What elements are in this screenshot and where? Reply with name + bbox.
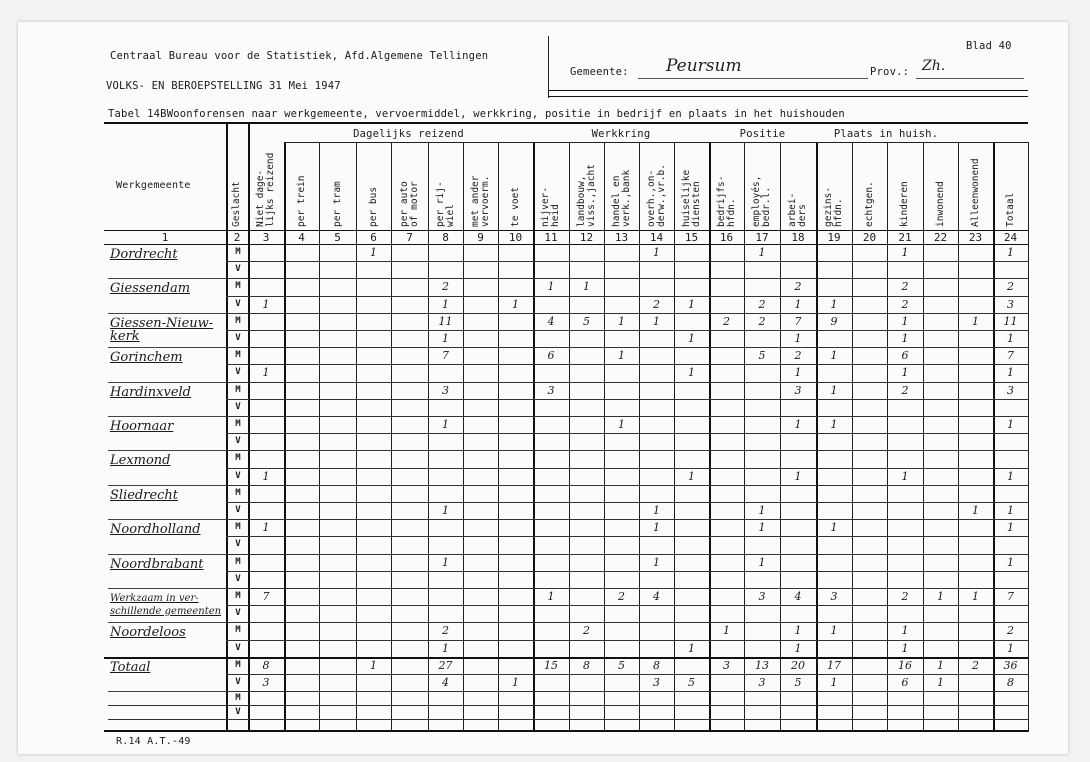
cell-value: 1 (794, 641, 802, 655)
cell-value: 3 (723, 658, 730, 672)
col-number-6: 6 (370, 231, 377, 244)
cell-value: 1 (688, 297, 695, 311)
col-number-9: 9 (477, 231, 484, 244)
census-title: VOLKS- EN BEROEPSTELLING 31 Mei 1947 (106, 80, 341, 92)
prov-label: Prov.: (870, 66, 910, 78)
cell-value: 1 (794, 297, 802, 311)
row-name: Noordholland (110, 522, 201, 538)
cell-value: 1 (1007, 332, 1014, 345)
col-number-20: 20 (862, 231, 877, 244)
cell-value: 1 (370, 246, 377, 259)
sex-V: V (235, 677, 241, 687)
cell-value: 1 (901, 314, 909, 328)
col-header-8: per rij- wiel (434, 181, 456, 227)
sex-V: V (235, 539, 241, 550)
col-number-2: 2 (233, 231, 241, 244)
col-number-1: 1 (161, 231, 169, 244)
sex-V: V (235, 573, 241, 584)
cell-value: 1 (830, 383, 838, 397)
sex-M: M (235, 453, 241, 464)
col-number-10: 10 (508, 231, 523, 244)
cell-value: 2 (901, 383, 909, 397)
col-number-5: 5 (334, 231, 341, 244)
cell-value: 1 (1007, 418, 1014, 431)
cell-value: 1 (262, 469, 270, 483)
col-header-4: per trein (295, 175, 307, 227)
cell-value: 2 (794, 280, 802, 294)
cell-value: 1 (512, 297, 519, 311)
col-header-20: echtgen. (863, 181, 875, 227)
sex-V: V (235, 436, 241, 447)
cell-value: 11 (1003, 314, 1018, 328)
cell-value: 1 (901, 641, 909, 655)
cell-value: 2 (901, 590, 909, 603)
cell-value: 1 (901, 366, 909, 380)
cell-value: 1 (901, 332, 909, 345)
cell-value: 1 (830, 521, 838, 535)
sex-M: M (235, 487, 241, 498)
table-title: Tabel 14BWoonforensen naar werkgemeente, vervoermiddel, werkkring, positie in bedrijf en plaats in het huishouden (108, 108, 845, 120)
col-number-24: 24 (1003, 231, 1018, 244)
sex-M: M (235, 315, 241, 326)
cell-value: 6 (901, 676, 909, 689)
cell-value: 2 (1007, 624, 1014, 638)
col-header-werkgemeente: Werkgemeente (116, 180, 191, 191)
cell-value: 1 (758, 555, 766, 569)
cell-value: 1 (972, 504, 979, 517)
cell-value: 1 (794, 469, 802, 483)
cell-value: 2 (972, 658, 979, 672)
census-sheet (18, 22, 1068, 754)
cell-value: 3 (1007, 297, 1014, 311)
cell-value: 1 (972, 590, 979, 603)
col-header-16: bedrijfs- hfdn. (715, 175, 737, 227)
sex-V: V (235, 367, 241, 378)
cell-value: 3 (830, 590, 838, 603)
col-header-19: gezins- hfdn. (823, 186, 844, 227)
cell-value: 1 (794, 332, 802, 345)
cell-value: 1 (723, 624, 730, 638)
cell-value: 1 (794, 624, 802, 638)
form-footer: R.14 A.T.-49 (116, 736, 191, 747)
cell-value: 4 (547, 314, 555, 328)
cell-value: 1 (758, 504, 766, 517)
cell-value: 1 (442, 504, 449, 517)
cell-value: 1 (830, 349, 838, 363)
cell-value: 1 (688, 469, 695, 483)
col-header-24: Totaal (1004, 192, 1016, 227)
row-name: Dordrecht (110, 247, 178, 262)
sex-M: M (235, 591, 241, 601)
cell-value: 8 (262, 658, 270, 672)
sex-V: V (235, 642, 241, 653)
cell-value: 1 (653, 521, 660, 535)
cell-value: 1 (1007, 521, 1014, 535)
col-header-14: overh.,on- derw.,vr.b. (645, 164, 667, 227)
cell-value: 11 (438, 314, 453, 328)
cell-value: 1 (901, 624, 909, 638)
col-number-21: 21 (898, 231, 912, 244)
cell-value: 3 (442, 383, 449, 397)
cell-value: 7 (1007, 590, 1014, 603)
col-number-12: 12 (579, 231, 594, 244)
sex-V: V (235, 470, 241, 481)
col-number-19: 19 (827, 231, 841, 244)
cell-value: 1 (937, 676, 944, 689)
cell-value: 1 (547, 280, 555, 294)
col-header-5: per tram (331, 181, 343, 227)
cell-value: 1 (262, 297, 270, 311)
cell-value: 15 (544, 658, 558, 672)
sex-M: M (235, 350, 241, 361)
row-name: Hoornaar (110, 419, 174, 434)
sex-M: M (235, 384, 241, 395)
cell-value: 1 (1007, 246, 1014, 259)
cell-value: 1 (688, 641, 695, 655)
cell-value: 2 (442, 280, 449, 294)
cell-value: 1 (972, 314, 979, 328)
col-number-17: 17 (755, 231, 769, 244)
sex-M: M (235, 556, 241, 567)
cell-value: 1 (653, 246, 660, 259)
sex-V: V (235, 401, 241, 412)
cell-value: 2 (758, 314, 766, 328)
group-werkkring: Werkkring (591, 128, 651, 140)
cell-value: 1 (442, 297, 449, 311)
cell-value: 4 (442, 676, 449, 689)
col-number-8: 8 (442, 231, 449, 244)
col-number-4: 4 (298, 231, 305, 244)
row-name: Giessendam (110, 281, 191, 297)
sex-V: V (235, 333, 241, 343)
col-header-3: Niet dage- lijks reizend (255, 152, 276, 227)
cell-value: 8 (1007, 676, 1014, 689)
col-header-11: nijver- heid (540, 186, 561, 227)
col-number-3: 3 (262, 231, 270, 244)
cell-value: 2 (618, 590, 625, 603)
col-number-15: 15 (684, 231, 699, 244)
group-positie: Positie (739, 128, 786, 140)
cell-value: 3 (1007, 383, 1014, 397)
cell-value: 1 (758, 521, 766, 535)
cell-value: 36 (1003, 658, 1018, 672)
row-name: Werkzaam in ver-schillende gemeenten (110, 593, 222, 617)
cell-value: 1 (653, 314, 660, 328)
cell-value: 1 (442, 418, 449, 431)
cell-value: 16 (898, 658, 912, 672)
gemeente-value: Peursum (666, 56, 742, 76)
col-header-17: employés, bedr.l. (751, 175, 772, 227)
cell-value: 1 (618, 349, 625, 363)
col-number-13: 13 (614, 231, 629, 244)
col-header-23: Alleenwonend (969, 158, 981, 227)
row-name: Sliedrecht (110, 487, 179, 503)
cell-value: 1 (512, 676, 519, 689)
cell-value: 5 (583, 314, 590, 328)
cell-value: 7 (442, 349, 449, 363)
cell-value: 1 (794, 418, 802, 431)
cell-value: 13 (755, 658, 769, 672)
col-header-13: handel en verk.,bank (610, 169, 632, 227)
cell-value: 5 (688, 676, 695, 689)
cell-value: 4 (794, 590, 802, 603)
gemeente-label: Gemeente: (570, 66, 629, 78)
sex-M: M (235, 625, 241, 636)
cell-value: 1 (618, 314, 625, 328)
cell-value: 1 (618, 418, 625, 431)
cell-value: 2 (442, 624, 449, 638)
cell-value: 1 (794, 366, 802, 380)
sex-V: V (235, 505, 241, 515)
cell-value: 1 (901, 469, 909, 483)
cell-value: 1 (937, 658, 944, 672)
cell-value: 5 (618, 658, 625, 672)
cell-value: 2 (901, 297, 909, 311)
row-name: Noordbrabant (110, 556, 204, 572)
col-number-16: 16 (719, 231, 734, 244)
cell-value: 1 (830, 676, 838, 689)
col-number-22: 22 (933, 231, 948, 244)
row-name: Gorinchem (110, 350, 183, 366)
cell-value: 3 (758, 676, 766, 689)
cell-value: 7 (794, 314, 802, 328)
cell-value: 1 (937, 590, 944, 603)
col-number-11: 11 (544, 231, 558, 244)
cell-value: 2 (583, 624, 590, 638)
cell-value: 3 (653, 676, 660, 689)
col-number-23: 23 (968, 231, 983, 244)
cell-value: 2 (758, 297, 766, 311)
cell-value: 1 (901, 246, 909, 259)
col-header-7: per auto of motor (398, 181, 420, 227)
cell-value: 1 (758, 246, 766, 259)
row-name: Lexmond (110, 453, 171, 469)
cell-value: 1 (442, 332, 449, 345)
sex-V: V (235, 298, 241, 309)
sex-M: M (235, 247, 241, 257)
cell-value: 1 (1007, 555, 1014, 569)
col-number-14: 14 (649, 231, 664, 244)
cell-value: 1 (688, 366, 695, 380)
cell-value: 1 (547, 590, 555, 603)
cell-value: 3 (262, 676, 270, 689)
sex-M: M (235, 419, 241, 429)
cell-value: 1 (1007, 469, 1014, 483)
cell-value: 3 (794, 383, 802, 397)
prov-value: Zh. (922, 58, 946, 74)
cell-value: 2 (653, 297, 660, 311)
cell-value: 2 (794, 349, 802, 363)
sex-M: M (235, 281, 241, 292)
bureau-title: Centraal Bureau voor de Statistiek, Afd.Algemene Tellingen (110, 50, 489, 62)
cell-value: 2 (901, 280, 909, 294)
sex-V: V (235, 706, 241, 717)
blad-number: Blad 40 (966, 40, 1012, 52)
cell-value: 1 (1007, 641, 1014, 655)
cell-value: 20 (791, 658, 805, 672)
cell-value: 2 (723, 314, 730, 328)
cell-value: 3 (547, 383, 555, 397)
group-dagelijks-reizend: Dagelijks reizend (353, 128, 464, 140)
row-name: Hardinxveld (110, 384, 192, 400)
cell-value: 6 (547, 349, 555, 363)
cell-value: 1 (830, 297, 838, 311)
cell-value: 1 (830, 418, 838, 431)
cell-value: 8 (653, 658, 660, 672)
row-name: Giessen-Nieuw-kerk (110, 315, 214, 344)
col-header-6: per bus (367, 186, 379, 227)
col-header-15: huiselijke diensten (680, 169, 702, 227)
cell-value: 7 (1007, 349, 1014, 363)
row-name: Noordeloos (110, 625, 186, 641)
cell-value: 3 (758, 590, 766, 603)
cell-value: 1 (442, 555, 449, 569)
sex-M: M (235, 693, 241, 704)
col-number-18: 18 (791, 231, 805, 244)
cell-value: 17 (827, 658, 841, 672)
group-plaats-in-huish: Plaats in huish. (833, 128, 939, 140)
cell-value: 9 (830, 314, 838, 328)
cell-value: 1 (1007, 504, 1014, 517)
cell-value: 5 (794, 676, 802, 689)
cell-value: 1 (653, 555, 660, 569)
row-name: Totaal (110, 659, 151, 675)
col-header-18: arbei- ders (787, 192, 808, 227)
cell-value: 1 (688, 332, 695, 345)
cell-value: 1 (262, 521, 270, 535)
cell-value: 1 (262, 366, 270, 380)
cell-value: 6 (901, 349, 909, 363)
cell-value: 1 (653, 504, 660, 517)
cell-value: 1 (830, 624, 838, 638)
col-header-12: landbouw, viss.,jacht (575, 164, 597, 227)
cell-value: 1 (370, 658, 377, 672)
cell-value: 5 (758, 349, 766, 363)
cell-value: 4 (653, 590, 660, 603)
col-header-21: kinderen (899, 181, 910, 227)
cell-value: 1 (1007, 366, 1014, 380)
cell-value: 7 (262, 590, 270, 603)
col-header-22: inwonend (934, 181, 946, 227)
col-number-7: 7 (406, 231, 413, 244)
sex-M: M (235, 659, 241, 670)
col-header-10: te voet (509, 186, 521, 227)
cell-value: 1 (442, 641, 449, 655)
col-header-9: met ander vervoerm. (469, 175, 491, 227)
sex-M: M (235, 522, 241, 533)
cell-value: 2 (1007, 280, 1014, 294)
cell-value: 1 (583, 280, 590, 294)
cell-value: 8 (583, 658, 590, 672)
sex-V: V (235, 608, 241, 619)
cell-value: 27 (438, 658, 453, 672)
col-header-2: Geslacht (231, 181, 242, 227)
sex-V: V (235, 264, 241, 275)
